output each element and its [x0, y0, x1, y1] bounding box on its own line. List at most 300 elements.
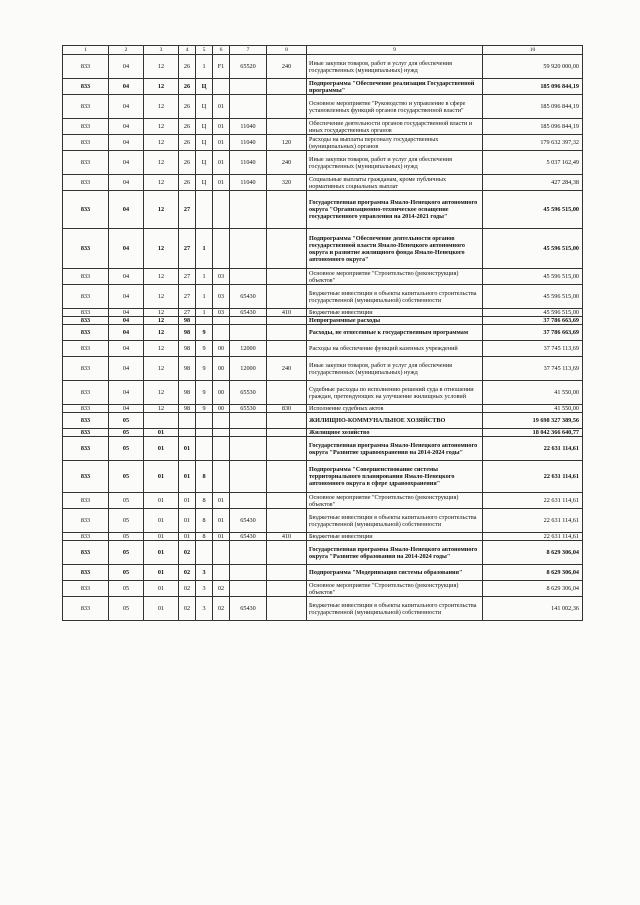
- description-cell: Основное мероприятие "Строительство (реконструкция) объектов": [307, 493, 483, 509]
- expense-type-code-cell: [267, 325, 307, 341]
- program-code-cell: 98: [179, 405, 196, 413]
- description-cell: Подпрограмма "Модернизация системы образования": [307, 565, 483, 581]
- table-row: [63, 269, 583, 285]
- ministry-code-cell: 833: [63, 175, 109, 191]
- program-code-cell: 26: [179, 95, 196, 119]
- amount-cell: 427 284,38: [483, 175, 583, 191]
- activity-code-cell: 02: [213, 597, 230, 621]
- table-row: [63, 533, 583, 541]
- section-code-cell: 05: [109, 541, 144, 565]
- direction-code-cell: [230, 581, 267, 597]
- expense-type-code-cell: 410: [267, 309, 307, 317]
- direction-code-cell: 65520: [230, 55, 267, 79]
- direction-code-cell: 65430: [230, 309, 267, 317]
- amount-cell: 37 745 113,69: [483, 341, 583, 357]
- section-code-cell: 04: [109, 381, 144, 405]
- expense-type-code-cell: [267, 437, 307, 461]
- direction-code-cell: [230, 437, 267, 461]
- section-code-cell: 05: [109, 461, 144, 493]
- column-number: 3: [144, 46, 179, 55]
- subprogram-code-cell: 3: [196, 581, 213, 597]
- description-cell: Социальные выплаты гражданам, кроме публичных нормативных социальных выплат: [307, 175, 483, 191]
- subsection-code-cell: 12: [144, 285, 179, 309]
- amount-cell: 41 550,00: [483, 381, 583, 405]
- expense-type-code-cell: [267, 341, 307, 357]
- table-row: [63, 55, 583, 79]
- expense-type-code-cell: [267, 269, 307, 285]
- program-code-cell: 26: [179, 135, 196, 151]
- activity-code-cell: 03: [213, 285, 230, 309]
- table-body: [63, 46, 583, 621]
- direction-code-cell: 11040: [230, 175, 267, 191]
- table-row: [63, 381, 583, 405]
- description-cell: Государственная программа Ямало-Ненецкого автономного округа "Развитие здравоохранения на 2014-2024 годы": [307, 437, 483, 461]
- table-row: [63, 285, 583, 309]
- ministry-code-cell: 833: [63, 493, 109, 509]
- amount-cell: 22 631 114,61: [483, 461, 583, 493]
- description-cell: Подпрограмма "Обеспечение реализации Государственной программы": [307, 79, 483, 95]
- ministry-code-cell: 833: [63, 55, 109, 79]
- subprogram-code-cell: Ц: [196, 175, 213, 191]
- section-code-cell: 04: [109, 135, 144, 151]
- description-cell: Судебные расходы по исполнению решений суда в отношении граждан, претендующих на улучшение жилищных условий: [307, 381, 483, 405]
- ministry-code-cell: 833: [63, 509, 109, 533]
- section-code-cell: 05: [109, 413, 144, 429]
- ministry-code-cell: 833: [63, 461, 109, 493]
- program-code-cell: [179, 429, 196, 437]
- description-cell: Бюджетные инвестиции: [307, 309, 483, 317]
- table-row: [63, 325, 583, 341]
- expense-type-code-cell: [267, 317, 307, 325]
- description-cell: Иные закупки товаров, работ и услуг для обеспечения государственных (муниципальных) нужд: [307, 151, 483, 175]
- section-code-cell: 04: [109, 317, 144, 325]
- amount-cell: 185 096 844,19: [483, 95, 583, 119]
- subprogram-code-cell: 8: [196, 533, 213, 541]
- expense-type-code-cell: [267, 597, 307, 621]
- subprogram-code-cell: 8: [196, 461, 213, 493]
- ministry-code-cell: 833: [63, 229, 109, 269]
- activity-code-cell: [213, 429, 230, 437]
- subprogram-code-cell: [196, 413, 213, 429]
- budget-table: [62, 45, 583, 621]
- ministry-code-cell: 833: [63, 269, 109, 285]
- program-code-cell: 98: [179, 357, 196, 381]
- column-number: 2: [109, 46, 144, 55]
- section-code-cell: 05: [109, 509, 144, 533]
- expense-type-code-cell: [267, 413, 307, 429]
- direction-code-cell: 65530: [230, 381, 267, 405]
- program-code-cell: 26: [179, 79, 196, 95]
- table-row: [63, 135, 583, 151]
- activity-code-cell: 01: [213, 509, 230, 533]
- amount-cell: 22 631 114,61: [483, 509, 583, 533]
- subsection-code-cell: 01: [144, 581, 179, 597]
- ministry-code-cell: 833: [63, 437, 109, 461]
- section-code-cell: 05: [109, 437, 144, 461]
- subsection-code-cell: 12: [144, 229, 179, 269]
- subprogram-code-cell: 1: [196, 229, 213, 269]
- subprogram-code-cell: 9: [196, 341, 213, 357]
- description-cell: Бюджетные инвестиции в объекты капитального строительства государственной (муниципальной) собственности: [307, 285, 483, 309]
- amount-cell: 37 745 113,69: [483, 357, 583, 381]
- table-row: [63, 95, 583, 119]
- activity-code-cell: [213, 79, 230, 95]
- direction-code-cell: [230, 325, 267, 341]
- table-row: [63, 357, 583, 381]
- expense-type-code-cell: [267, 565, 307, 581]
- subprogram-code-cell: 8: [196, 509, 213, 533]
- table-row: [63, 341, 583, 357]
- amount-cell: 45 596 515,00: [483, 269, 583, 285]
- subsection-code-cell: 12: [144, 317, 179, 325]
- table-row: [63, 175, 583, 191]
- description-cell: Непрограммные расходы: [307, 317, 483, 325]
- program-code-cell: 98: [179, 381, 196, 405]
- ministry-code-cell: 833: [63, 79, 109, 95]
- section-code-cell: 04: [109, 175, 144, 191]
- subprogram-code-cell: 1: [196, 55, 213, 79]
- subsection-code-cell: 12: [144, 95, 179, 119]
- activity-code-cell: [213, 541, 230, 565]
- program-code-cell: 98: [179, 341, 196, 357]
- subsection-code-cell: 12: [144, 151, 179, 175]
- expense-type-code-cell: [267, 493, 307, 509]
- table-row: [63, 405, 583, 413]
- column-number: 7: [230, 46, 267, 55]
- section-code-cell: 05: [109, 533, 144, 541]
- ministry-code-cell: 833: [63, 135, 109, 151]
- description-cell: Иные закупки товаров, работ и услуг для обеспечения государственных (муниципальных) нужд: [307, 55, 483, 79]
- section-code-cell: 04: [109, 119, 144, 135]
- direction-code-cell: [230, 191, 267, 229]
- section-code-cell: 05: [109, 597, 144, 621]
- table-row: [63, 597, 583, 621]
- section-code-cell: 04: [109, 151, 144, 175]
- subsection-code-cell: 01: [144, 565, 179, 581]
- expense-type-code-cell: 240: [267, 151, 307, 175]
- subprogram-code-cell: Ц: [196, 151, 213, 175]
- subprogram-code-cell: 1: [196, 269, 213, 285]
- expense-type-code-cell: [267, 79, 307, 95]
- subprogram-code-cell: [196, 191, 213, 229]
- section-code-cell: 04: [109, 191, 144, 229]
- subsection-code-cell: 12: [144, 135, 179, 151]
- expense-type-code-cell: [267, 381, 307, 405]
- program-code-cell: 02: [179, 597, 196, 621]
- ministry-code-cell: 833: [63, 151, 109, 175]
- activity-code-cell: 00: [213, 341, 230, 357]
- section-code-cell: 04: [109, 79, 144, 95]
- direction-code-cell: [230, 269, 267, 285]
- description-cell: Бюджетные инвестиции в объекты капитального строительства государственной (муниципальной) собственности: [307, 597, 483, 621]
- ministry-code-cell: 833: [63, 381, 109, 405]
- subsection-code-cell: 01: [144, 541, 179, 565]
- subprogram-code-cell: 9: [196, 381, 213, 405]
- direction-code-cell: [230, 95, 267, 119]
- expense-type-code-cell: [267, 581, 307, 597]
- amount-cell: 22 631 114,61: [483, 437, 583, 461]
- program-code-cell: 26: [179, 55, 196, 79]
- section-code-cell: 04: [109, 325, 144, 341]
- column-number: 8: [267, 46, 307, 55]
- ministry-code-cell: 833: [63, 191, 109, 229]
- program-code-cell: 26: [179, 151, 196, 175]
- program-code-cell: 02: [179, 565, 196, 581]
- amount-cell: 37 786 663,69: [483, 325, 583, 341]
- subprogram-code-cell: [196, 429, 213, 437]
- subprogram-code-cell: 3: [196, 565, 213, 581]
- amount-cell: 185 096 844,19: [483, 79, 583, 95]
- activity-code-cell: 01: [213, 493, 230, 509]
- amount-cell: 45 596 515,00: [483, 191, 583, 229]
- program-code-cell: 02: [179, 541, 196, 565]
- activity-code-cell: 01: [213, 119, 230, 135]
- description-cell: Иные закупки товаров, работ и услуг для обеспечения государственных (муниципальных) нужд: [307, 357, 483, 381]
- direction-code-cell: 12000: [230, 357, 267, 381]
- subprogram-code-cell: 8: [196, 493, 213, 509]
- direction-code-cell: [230, 229, 267, 269]
- amount-cell: 45 596 515,00: [483, 229, 583, 269]
- expense-type-code-cell: 240: [267, 55, 307, 79]
- direction-code-cell: 65430: [230, 597, 267, 621]
- direction-code-cell: 11040: [230, 119, 267, 135]
- expense-type-code-cell: [267, 229, 307, 269]
- table-row: [63, 413, 583, 429]
- description-cell: Бюджетные инвестиции: [307, 533, 483, 541]
- direction-code-cell: 12000: [230, 341, 267, 357]
- subsection-code-cell: 12: [144, 341, 179, 357]
- description-cell: Жилищное хозяйство: [307, 429, 483, 437]
- direction-code-cell: [230, 461, 267, 493]
- direction-code-cell: 65430: [230, 285, 267, 309]
- program-code-cell: 26: [179, 175, 196, 191]
- amount-cell: 22 631 114,61: [483, 493, 583, 509]
- activity-code-cell: [213, 317, 230, 325]
- amount-cell: 185 096 844,19: [483, 119, 583, 135]
- table-row: [63, 229, 583, 269]
- amount-cell: 18 042 366 640,77: [483, 429, 583, 437]
- amount-cell: 45 596 515,00: [483, 309, 583, 317]
- expense-type-code-cell: [267, 95, 307, 119]
- description-cell: Основное мероприятие "Строительство (реконструкция) объектов": [307, 581, 483, 597]
- description-cell: Расходы на обеспечение функций казенных учреждений: [307, 341, 483, 357]
- description-cell: Подпрограмма "Совершенствование системы территориального планирования Ямало-Ненецкого автономного округа в сфере здравоохранения": [307, 461, 483, 493]
- subprogram-code-cell: Ц: [196, 135, 213, 151]
- ministry-code-cell: 833: [63, 317, 109, 325]
- activity-code-cell: [213, 413, 230, 429]
- subprogram-code-cell: [196, 437, 213, 461]
- direction-code-cell: [230, 413, 267, 429]
- subsection-code-cell: 12: [144, 269, 179, 285]
- activity-code-cell: 00: [213, 357, 230, 381]
- program-code-cell: 27: [179, 269, 196, 285]
- activity-code-cell: [213, 565, 230, 581]
- ministry-code-cell: 833: [63, 581, 109, 597]
- expense-type-code-cell: 410: [267, 533, 307, 541]
- section-code-cell: 04: [109, 55, 144, 79]
- expense-type-code-cell: [267, 461, 307, 493]
- section-code-cell: 04: [109, 341, 144, 357]
- subsection-code-cell: 12: [144, 309, 179, 317]
- table-row: [63, 79, 583, 95]
- program-code-cell: 27: [179, 229, 196, 269]
- direction-code-cell: 65530: [230, 405, 267, 413]
- program-code-cell: 27: [179, 309, 196, 317]
- direction-code-cell: 11040: [230, 151, 267, 175]
- column-number: 9: [307, 46, 483, 55]
- activity-code-cell: 02: [213, 581, 230, 597]
- direction-code-cell: [230, 565, 267, 581]
- program-code-cell: 01: [179, 437, 196, 461]
- expense-type-code-cell: 830: [267, 405, 307, 413]
- expense-type-code-cell: 240: [267, 357, 307, 381]
- table-row: [63, 461, 583, 493]
- activity-code-cell: 00: [213, 405, 230, 413]
- table-row: [63, 437, 583, 461]
- program-code-cell: 01: [179, 509, 196, 533]
- subsection-code-cell: 12: [144, 405, 179, 413]
- ministry-code-cell: 833: [63, 325, 109, 341]
- amount-cell: 22 631 114,61: [483, 533, 583, 541]
- column-number: 6: [213, 46, 230, 55]
- description-cell: Основное мероприятие "Руководство и управление в сфере установленных функций органов государственной власти": [307, 95, 483, 119]
- direction-code-cell: [230, 493, 267, 509]
- amount-cell: 179 632 397,32: [483, 135, 583, 151]
- ministry-code-cell: 833: [63, 533, 109, 541]
- description-cell: Государственная программа Ямало-Ненецкого автономного округа "Организационно-техническое оснащение государственного управления на 2014-2021 годы": [307, 191, 483, 229]
- subsection-code-cell: 01: [144, 429, 179, 437]
- expense-type-code-cell: 120: [267, 135, 307, 151]
- subsection-code-cell: 01: [144, 533, 179, 541]
- program-code-cell: 26: [179, 119, 196, 135]
- expense-type-code-cell: [267, 429, 307, 437]
- column-number: 5: [196, 46, 213, 55]
- direction-code-cell: [230, 541, 267, 565]
- amount-cell: 45 596 515,00: [483, 285, 583, 309]
- subsection-code-cell: 12: [144, 79, 179, 95]
- direction-code-cell: 11040: [230, 135, 267, 151]
- section-code-cell: 04: [109, 269, 144, 285]
- subprogram-code-cell: 9: [196, 405, 213, 413]
- table-row: [63, 541, 583, 565]
- table-row: [63, 493, 583, 509]
- section-code-cell: 05: [109, 493, 144, 509]
- activity-code-cell: [213, 229, 230, 269]
- expense-type-code-cell: 320: [267, 175, 307, 191]
- section-code-cell: 05: [109, 581, 144, 597]
- section-code-cell: 05: [109, 429, 144, 437]
- ministry-code-cell: 833: [63, 405, 109, 413]
- activity-code-cell: [213, 191, 230, 229]
- description-cell: Обеспечение деятельности органов государственной власти и иных государственных органов: [307, 119, 483, 135]
- activity-code-cell: F1: [213, 55, 230, 79]
- amount-cell: 59 920 000,00: [483, 55, 583, 79]
- program-code-cell: 98: [179, 325, 196, 341]
- program-code-cell: 98: [179, 317, 196, 325]
- activity-code-cell: 01: [213, 175, 230, 191]
- description-cell: Расходы, не отнесенные к государственным программам: [307, 325, 483, 341]
- subprogram-code-cell: [196, 317, 213, 325]
- expense-type-code-cell: [267, 119, 307, 135]
- subprogram-code-cell: 1: [196, 309, 213, 317]
- ministry-code-cell: 833: [63, 541, 109, 565]
- ministry-code-cell: 833: [63, 341, 109, 357]
- activity-code-cell: 01: [213, 151, 230, 175]
- table-row: [63, 317, 583, 325]
- description-cell: Государственная программа Ямало-Ненецкого автономного округа "Развитие образования на 2014-2024 годы": [307, 541, 483, 565]
- subsection-code-cell: 01: [144, 461, 179, 493]
- program-code-cell: 01: [179, 493, 196, 509]
- table-row: [63, 581, 583, 597]
- program-code-cell: 02: [179, 581, 196, 597]
- activity-code-cell: 03: [213, 269, 230, 285]
- expense-type-code-cell: [267, 285, 307, 309]
- subsection-code-cell: 12: [144, 357, 179, 381]
- activity-code-cell: [213, 325, 230, 341]
- subsection-code-cell: 12: [144, 381, 179, 405]
- subprogram-code-cell: 1: [196, 285, 213, 309]
- table-row: [63, 119, 583, 135]
- ministry-code-cell: 833: [63, 119, 109, 135]
- amount-cell: 19 698 327 389,56: [483, 413, 583, 429]
- program-code-cell: [179, 413, 196, 429]
- subprogram-code-cell: 9: [196, 325, 213, 341]
- amount-cell: 8 629 306,04: [483, 565, 583, 581]
- ministry-code-cell: 833: [63, 95, 109, 119]
- direction-code-cell: [230, 429, 267, 437]
- activity-code-cell: 01: [213, 135, 230, 151]
- subsection-code-cell: 01: [144, 437, 179, 461]
- ministry-code-cell: 833: [63, 565, 109, 581]
- amount-cell: 41 550,00: [483, 405, 583, 413]
- column-number-row: [63, 46, 583, 55]
- expense-type-code-cell: [267, 191, 307, 229]
- section-code-cell: 05: [109, 565, 144, 581]
- column-number: 10: [483, 46, 583, 55]
- ministry-code-cell: 833: [63, 357, 109, 381]
- expense-type-code-cell: [267, 541, 307, 565]
- subprogram-code-cell: Ц: [196, 79, 213, 95]
- column-number: 4: [179, 46, 196, 55]
- subsection-code-cell: 12: [144, 119, 179, 135]
- amount-cell: 141 002,36: [483, 597, 583, 621]
- amount-cell: 5 037 162,49: [483, 151, 583, 175]
- section-code-cell: 04: [109, 309, 144, 317]
- activity-code-cell: 03: [213, 309, 230, 317]
- direction-code-cell: 65430: [230, 533, 267, 541]
- section-code-cell: 04: [109, 285, 144, 309]
- description-cell: Исполнение судебных актов: [307, 405, 483, 413]
- table-row: [63, 565, 583, 581]
- ministry-code-cell: 833: [63, 597, 109, 621]
- activity-code-cell: [213, 437, 230, 461]
- program-code-cell: 27: [179, 285, 196, 309]
- subsection-code-cell: 01: [144, 509, 179, 533]
- subsection-code-cell: 01: [144, 597, 179, 621]
- table-row: [63, 191, 583, 229]
- direction-code-cell: [230, 79, 267, 95]
- expense-type-code-cell: [267, 509, 307, 533]
- activity-code-cell: [213, 461, 230, 493]
- description-cell: Подпрограмма "Обеспечение деятельности органов государственной власти Ямало-Ненецкого автономного округа и развитие жилищного фонда Ямало-Ненецкого автономного округа": [307, 229, 483, 269]
- column-number: 1: [63, 46, 109, 55]
- subprogram-code-cell: Ц: [196, 119, 213, 135]
- table-row: [63, 429, 583, 437]
- subsection-code-cell: [144, 413, 179, 429]
- activity-code-cell: 01: [213, 95, 230, 119]
- direction-code-cell: 65430: [230, 509, 267, 533]
- ministry-code-cell: 833: [63, 309, 109, 317]
